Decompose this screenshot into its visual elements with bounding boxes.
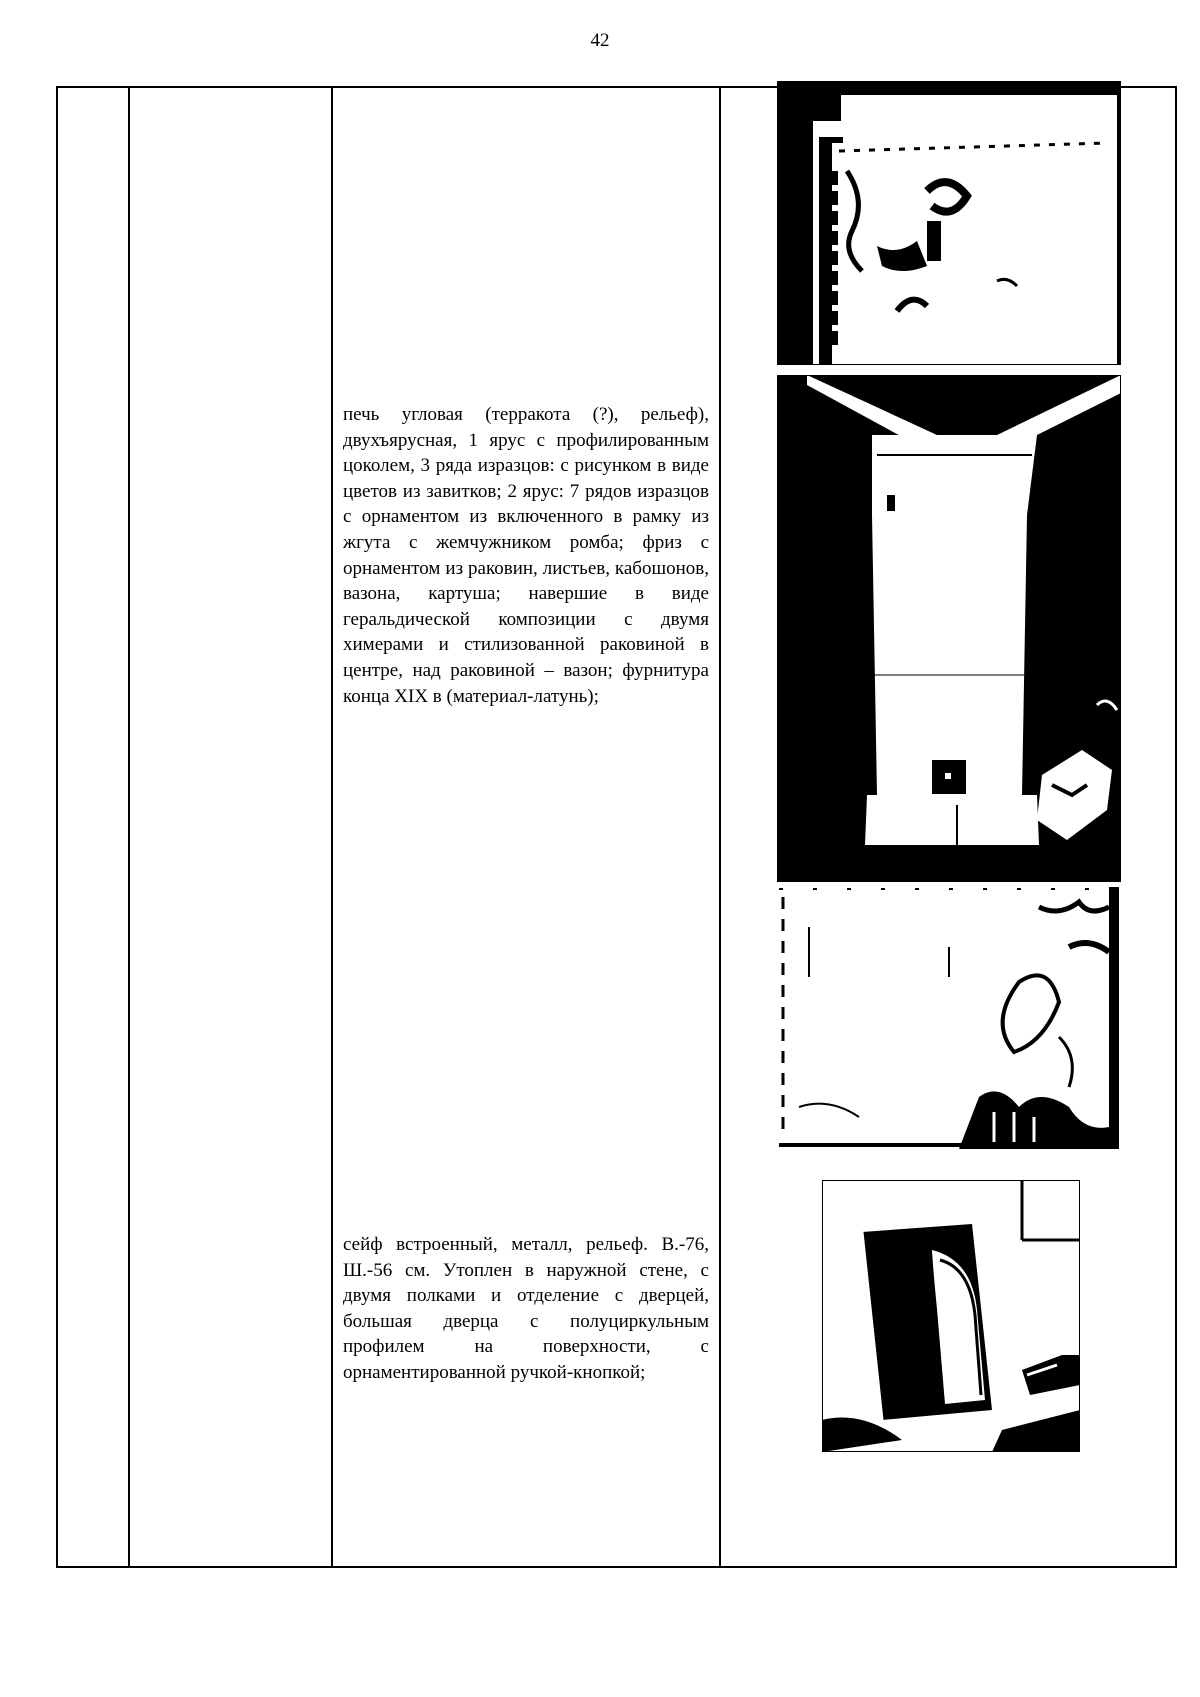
tile-ornament-photo: [779, 887, 1119, 1149]
stove-crown-photo: [777, 81, 1121, 365]
column-divider: [719, 88, 721, 1566]
safe-description: сейф встроенный, металл, рельеф. В.-76, Ш.-56 см. Утоплен в наружной стене, с двумя полками и отделение с дверцей, большая дверца с полуциркульным профилем на поверхности, с орнаментированной ручкой-кнопкой;: [343, 1234, 709, 1383]
corner-stove-photo: [777, 375, 1121, 882]
stove-description: печь угловая (терракота (?), рельеф), двухъярусная, 1 ярус с профилированным цоколем, 3 ряда изразцов: с рисунком в виде цветов из завитков; 2 ярус: 7 рядов изразцов с орнаментом из включенного в рамку из жгута с жемчужником ромба; фриз с орнаментом из раковин, листьев, кабошонов, вазона, картуша; навершие в виде геральдической композиции с двумя химерами и стилизованной раковиной в центре, над раковиной – вазон; фурнитура конца XIX в (материал-латунь);: [343, 404, 709, 707]
built-in-safe-photo: [822, 1180, 1080, 1452]
column-divider: [331, 88, 333, 1566]
column-divider: [128, 88, 130, 1566]
inventory-table: [56, 86, 1177, 1568]
page-number: 42: [590, 30, 610, 51]
